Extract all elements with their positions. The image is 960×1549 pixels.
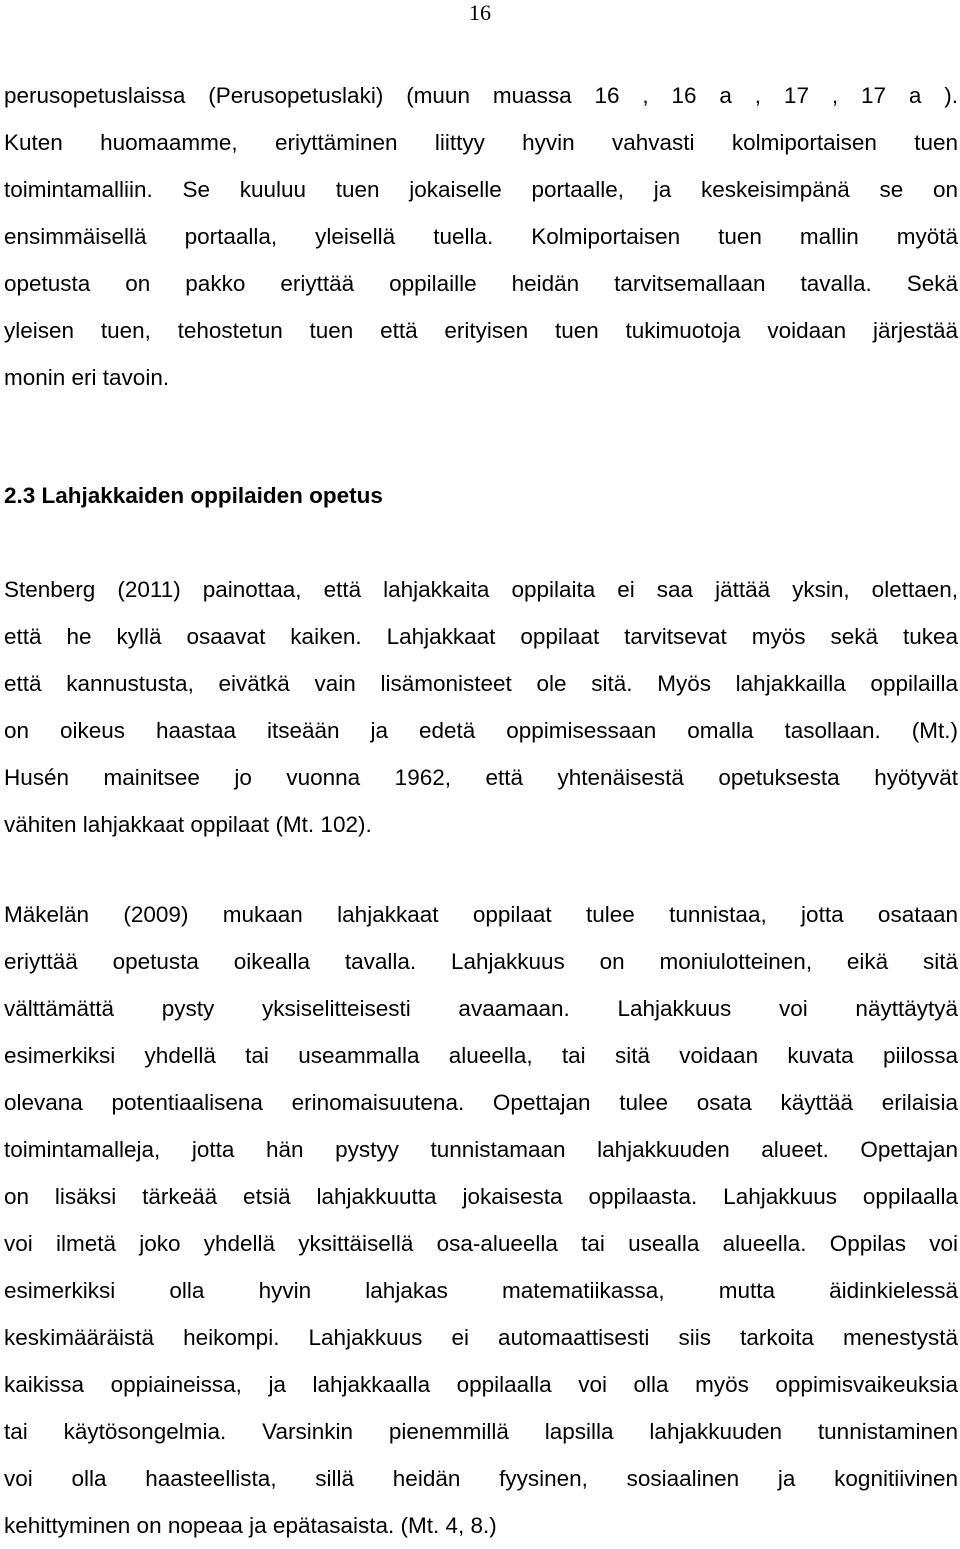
text-line: kaikissa oppiaineissa, ja lahjakkaalla oppilaalla voi olla myös oppimisvaikeuksia — [4, 1372, 958, 1397]
text-line: voi olla haasteellista, sillä heidän fyysinen, sosiaalinen ja kognitiivinen — [4, 1466, 958, 1491]
text-line: monin eri tavoin. — [4, 365, 170, 390]
text-line: Husén mainitsee jo vuonna 1962, että yhtenäisestä opetuksesta hyötyvät — [4, 765, 958, 790]
text-line: toimintamalliin. Se kuuluu tuen jokaiselle portaalle, ja keskeisimpänä se on — [4, 177, 958, 202]
paragraph-intro — [4, 72, 958, 401]
text-line: olevana potentiaalisena erinomaisuutena. Opettajan tulee osata käyttää erilaisia — [4, 1090, 958, 1115]
text-line: esimerkiksi olla hyvin lahjakas matematiikassa, mutta äidinkielessä — [4, 1278, 958, 1303]
text-line: Stenberg (2011) painottaa, että lahjakkaita oppilaita ei saa jättää yksin, olettaen, — [4, 577, 958, 602]
text-line: välttämättä pysty yksiselitteisesti avaamaan. Lahjakkuus voi näyttäytyä — [4, 996, 958, 1021]
text-line: ensimmäisellä portaalla, yleisellä tuella. Kolmiportaisen tuen mallin myötä — [4, 224, 958, 249]
text-line: kehittyminen on nopeaa ja epätasaista. (Mt. 4, 8.) — [4, 1513, 497, 1538]
text-line: eriyttää opetusta oikealla tavalla. Lahjakkuus on moniulotteinen, eikä sitä — [4, 949, 958, 974]
paragraph-makela — [4, 891, 958, 1549]
text-line: että he kyllä osaavat kaiken. Lahjakkaat oppilaat tarvitsevat myös sekä tukea — [4, 624, 958, 649]
text-line: opetusta on pakko eriyttää oppilaille heidän tarvitsemallaan tavalla. Sekä — [4, 271, 958, 296]
text-line: Mäkelän (2009) mukaan lahjakkaat oppilaat tulee tunnistaa, jotta osataan — [4, 902, 958, 927]
page-number: 16 — [469, 0, 491, 25]
text-line: on oikeus haastaa itseään ja edetä oppimisessaan omalla tasollaan. (Mt.) — [4, 718, 958, 743]
text-line: Kuten huomaamme, eriyttäminen liittyy hyvin vahvasti kolmiportaisen tuen — [4, 130, 958, 155]
text-line: vähiten lahjakkaat oppilaat (Mt. 102). — [4, 812, 372, 837]
text-line: että kannustusta, eivätkä vain lisämonisteet ole sitä. Myös lahjakkailla oppilailla — [4, 671, 958, 696]
text-line: toimintamalleja, jotta hän pystyy tunnistamaan lahjakkuuden alueet. Opettajan — [4, 1137, 958, 1162]
text-line: perusopetuslaissa (Perusopetuslaki) (muun muassa 16 , 16 a , 17 , 17 a ). — [4, 83, 958, 108]
text-line: tai käytösongelmia. Varsinkin pienemmillä lapsilla lahjakkuuden tunnistaminen — [4, 1419, 958, 1444]
section-heading: 2.3 Lahjakkaiden oppilaiden opetus — [4, 483, 383, 508]
paragraph-stenberg — [4, 566, 958, 848]
text-line: voi ilmetä joko yhdellä yksittäisellä osa-alueella tai usealla alueella. Oppilas voi — [4, 1231, 958, 1256]
text-line: on lisäksi tärkeää etsiä lahjakkuutta jokaisesta oppilaasta. Lahjakkuus oppilaalla — [4, 1184, 958, 1209]
text-line: yleisen tuen, tehostetun tuen että erityisen tuen tukimuotoja voidaan järjestää — [4, 318, 958, 343]
text-line: keskimääräistä heikompi. Lahjakkuus ei automaattisesti siis tarkoita menestystä — [4, 1325, 958, 1350]
text-line: esimerkiksi yhdellä tai useammalla alueella, tai sitä voidaan kuvata piilossa — [4, 1043, 958, 1068]
